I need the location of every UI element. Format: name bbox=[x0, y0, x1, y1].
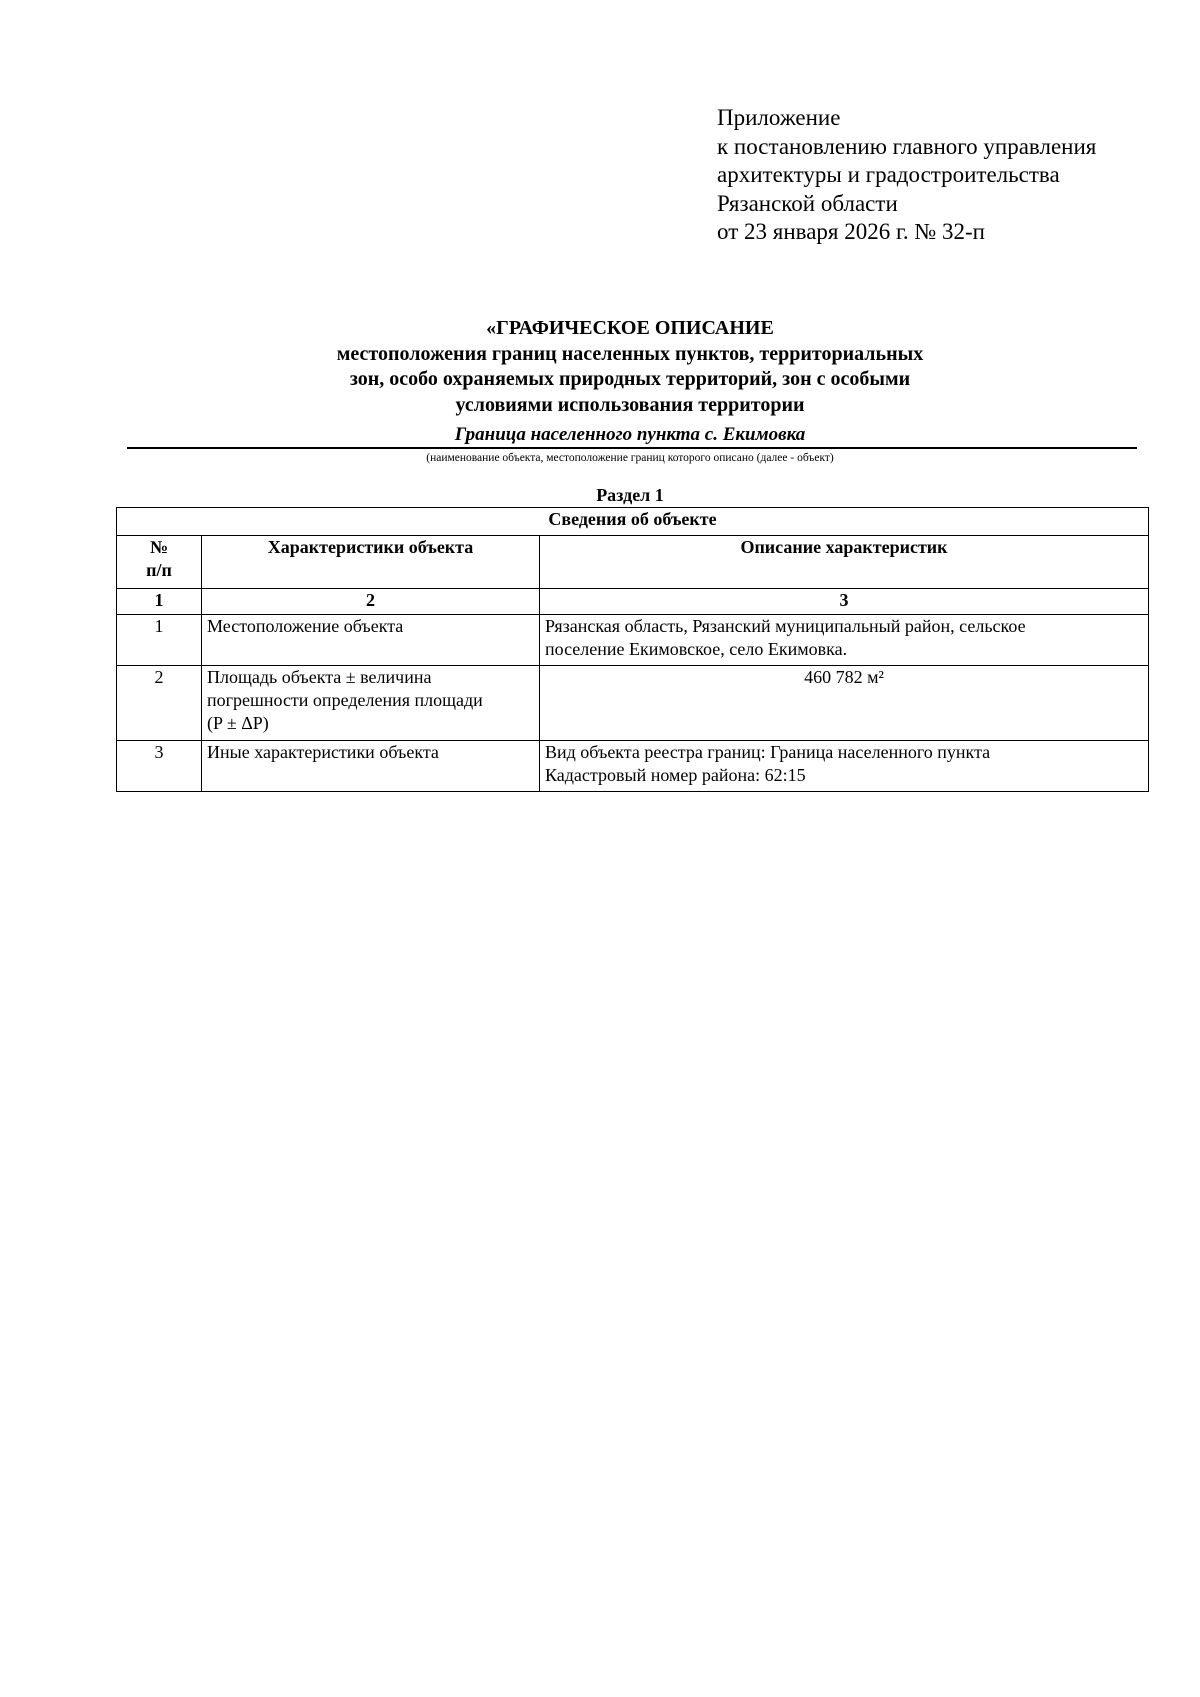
description-line: Вид объекта реестра границ: Граница населенного пункта bbox=[545, 742, 991, 762]
description-line: Рязанская область, Рязанский муниципальный район, сельское bbox=[545, 616, 1026, 636]
characteristic-line: Площадь объекта ± величина bbox=[207, 667, 432, 687]
document-title bbox=[120, 316, 1140, 418]
table-row bbox=[117, 615, 1149, 666]
appendix-line: от 23 января 2026 г. № 32-п bbox=[717, 219, 985, 244]
table-title: Сведения об объекте bbox=[117, 508, 1149, 536]
row-characteristic bbox=[202, 615, 540, 666]
table-header-row bbox=[117, 536, 1149, 589]
table-row bbox=[117, 741, 1149, 792]
row-description bbox=[540, 741, 1149, 792]
appendix-block bbox=[717, 104, 1096, 247]
characteristic-line: Местоположение объекта bbox=[207, 616, 404, 636]
title-line: местоположения границ населенных пунктов, территориальных bbox=[336, 342, 924, 365]
underline-divider bbox=[127, 447, 1137, 449]
column-number: 3 bbox=[540, 589, 1149, 615]
title-line: условиями использования территории bbox=[455, 393, 805, 416]
appendix-line: архитектуры и градостроительства bbox=[717, 162, 1060, 187]
header-characteristics: Характеристики объекта bbox=[202, 536, 540, 589]
description-line: Кадастровый номер района: 62:15 bbox=[545, 765, 806, 785]
header-number-sign: № bbox=[149, 537, 169, 557]
column-number-row bbox=[117, 589, 1149, 615]
title-line: зон, особо охраняемых природных территорий, зон с особыми bbox=[349, 368, 911, 390]
row-description bbox=[540, 615, 1149, 666]
column-number: 2 bbox=[202, 589, 540, 615]
row-number: 1 bbox=[117, 615, 202, 666]
table-row bbox=[117, 666, 1149, 741]
object-info-table bbox=[116, 507, 1149, 792]
title-line: «ГРАФИЧЕСКОЕ ОПИСАНИЕ bbox=[486, 317, 774, 339]
column-number: 1 bbox=[117, 589, 202, 615]
header-number-abbr: п/п bbox=[146, 560, 172, 580]
object-name-caption: (наименование объекта, местоположение границ которого описано (далее - объект) bbox=[426, 452, 834, 464]
row-number: 2 bbox=[117, 666, 202, 741]
appendix-line: Приложение bbox=[717, 105, 841, 130]
row-description bbox=[540, 666, 1149, 741]
section-title: Раздел 1 bbox=[596, 485, 664, 505]
table-title-row bbox=[117, 508, 1149, 536]
characteristic-line: погрешности определения площади bbox=[207, 690, 483, 710]
appendix-line: к постановлению главного управления bbox=[717, 133, 1097, 159]
appendix-line: Рязанской области bbox=[717, 190, 898, 216]
characteristic-line: Иные характеристики объекта bbox=[207, 742, 439, 762]
characteristic-line: (P ± ΔP) bbox=[207, 713, 269, 733]
object-name: Граница населенного пункта с. Екимовка bbox=[454, 424, 806, 445]
header-number bbox=[117, 536, 202, 589]
row-number: 3 bbox=[117, 741, 202, 792]
row-characteristic bbox=[202, 741, 540, 792]
header-description: Описание характеристик bbox=[540, 536, 1149, 589]
description-line: поселение Екимовское, село Екимовка. bbox=[545, 639, 848, 659]
area-value: 460 782 м² bbox=[804, 667, 884, 687]
row-characteristic bbox=[202, 666, 540, 741]
